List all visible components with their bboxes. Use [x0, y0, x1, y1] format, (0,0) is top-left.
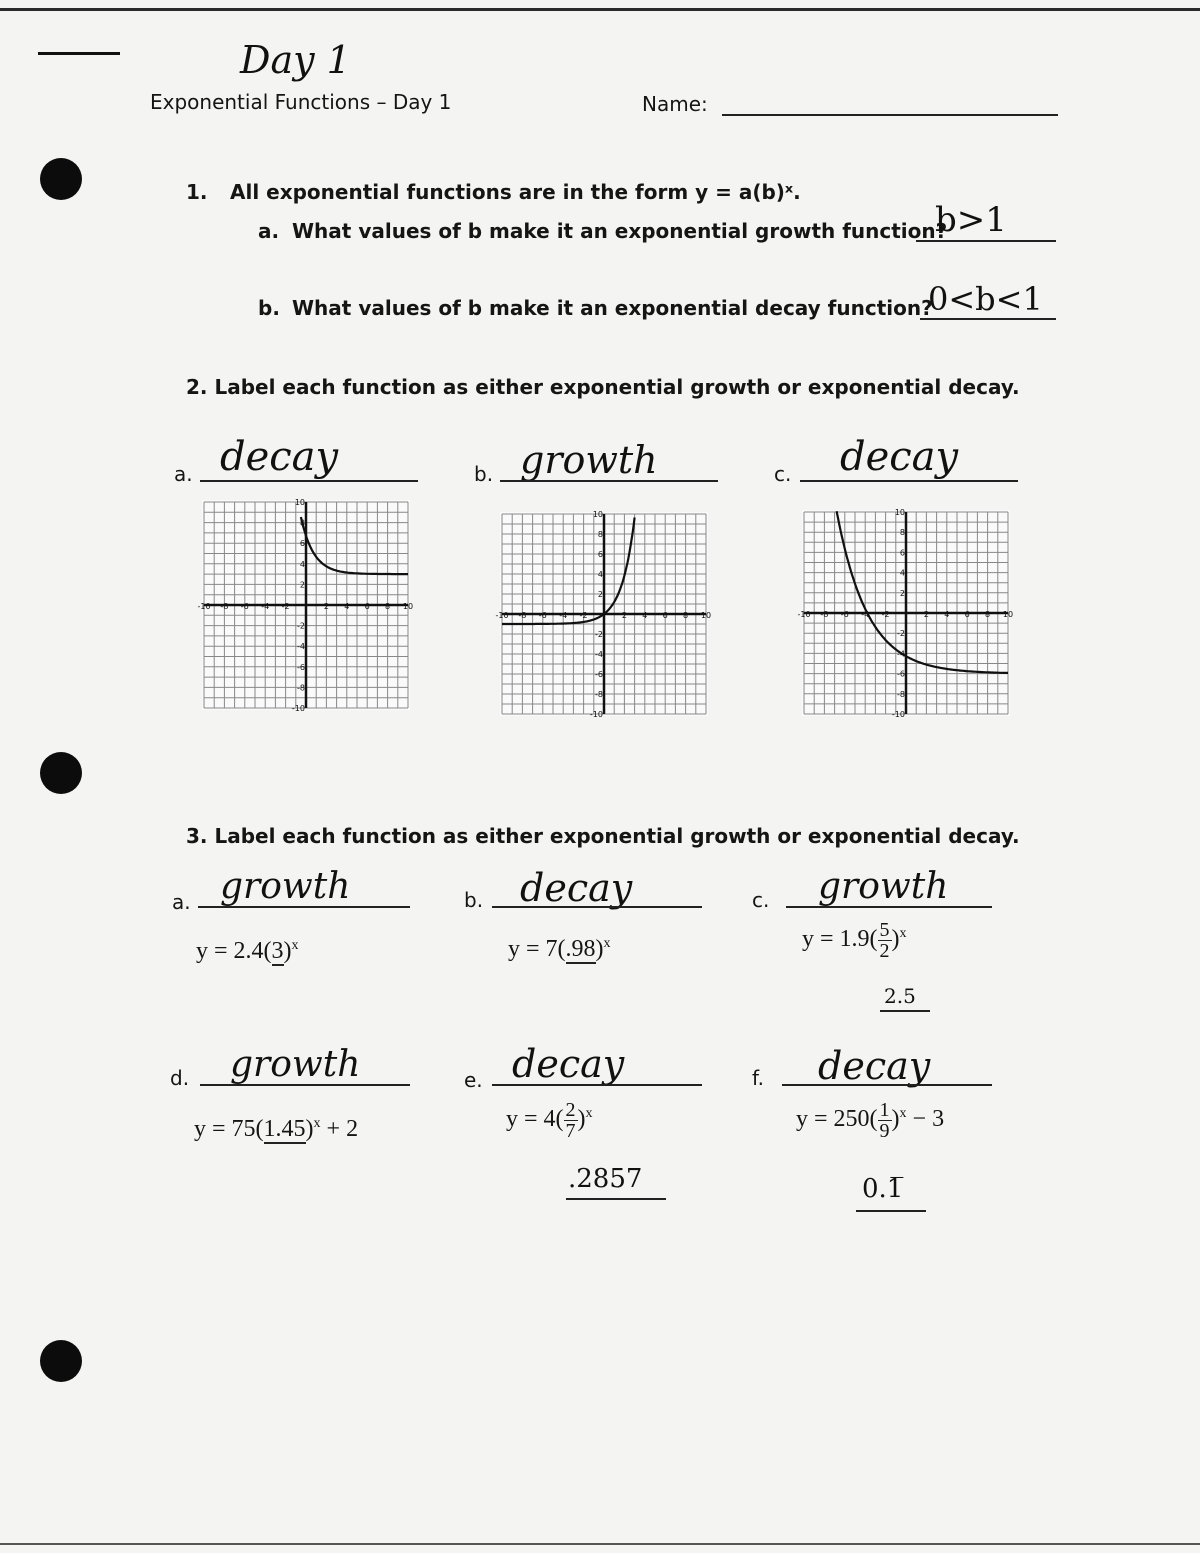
- x-tick-label: 6: [662, 611, 668, 620]
- q3a-answer-line: [198, 906, 410, 908]
- q1a-answer: b>1: [935, 200, 1007, 240]
- x-tick-label: -8: [220, 602, 229, 611]
- x-tick-label: 4: [344, 602, 350, 611]
- y-tick-label: -6: [297, 662, 305, 672]
- y-tick-label: -8: [897, 689, 905, 699]
- x-tick-label: 6: [364, 602, 370, 611]
- function-curve: [837, 511, 1008, 673]
- y-tick-label: -8: [297, 683, 305, 693]
- q3f-equation: y = 250( $\frac{1}{9}$ )$^x$ − 3: [796, 1099, 945, 1142]
- q3a-equation: $y = 2.4(3)^x$: [196, 938, 299, 964]
- q3b-equation: $y = 7(.98)^x$: [508, 936, 611, 962]
- y-tick-label: 4: [597, 570, 603, 579]
- q3e-answer-line: [492, 1084, 702, 1086]
- x-tick-label: -2: [281, 602, 290, 611]
- x-tick-label: -8: [518, 611, 527, 620]
- y-tick-label: -6: [595, 670, 603, 679]
- y-tick-label: -6: [897, 669, 905, 679]
- y-tick-label: 10: [294, 498, 305, 507]
- q3f-note-line: [856, 1210, 926, 1212]
- q3a-letter: a.: [172, 890, 191, 914]
- q1a-letter: a.: [258, 219, 280, 243]
- q3b-answer: decay: [520, 866, 633, 910]
- q3c-equation: y = 1.9( $\frac{5}{2}$ )$^x$: [802, 919, 907, 962]
- q3e-letter: e.: [464, 1068, 483, 1092]
- x-tick-label: 2: [621, 611, 627, 620]
- q3e-note: .2857: [568, 1164, 643, 1194]
- y-tick-label: -2: [595, 630, 603, 639]
- q1b-prompt: What values of b make it an exponential decay function?: [292, 296, 933, 320]
- x-tick-label: 8: [985, 610, 991, 619]
- y-tick-label: 10: [894, 508, 905, 517]
- q2a-answer: decay: [220, 434, 339, 480]
- q3d-answer: growth: [230, 1044, 361, 1085]
- q2b-answer: growth: [520, 438, 658, 482]
- bottom-border-line: [0, 1543, 1200, 1545]
- q3b-letter: b.: [464, 888, 484, 912]
- y-tick-label: -10: [891, 710, 905, 719]
- q3c-note-line: [880, 1010, 930, 1012]
- q3a-answer: growth: [220, 866, 351, 907]
- y-tick-label: -2: [897, 629, 905, 639]
- x-tick-label: 8: [683, 611, 689, 620]
- q1-number: 1.: [186, 180, 208, 204]
- y-tick-label: -8: [595, 690, 603, 699]
- x-tick-label: 4: [944, 610, 950, 619]
- name-label: Name:: [642, 92, 708, 116]
- day-note: Day 1: [240, 38, 351, 82]
- q1-prompt: All exponential functions are in the form y = a(b)ˣ.: [230, 180, 801, 204]
- x-tick-label: -4: [861, 610, 870, 619]
- q3f-letter: f.: [752, 1066, 764, 1090]
- binder-hole-icon: [40, 158, 82, 200]
- y-tick-label: 2: [597, 590, 603, 599]
- q2b-answer-line: [500, 480, 718, 482]
- q1a-answer-line: [916, 240, 1056, 242]
- binder-hole-icon: [40, 752, 82, 794]
- x-tick-label: -10: [797, 610, 811, 619]
- y-tick-label: -2: [297, 621, 305, 631]
- q3e-answer: decay: [512, 1042, 625, 1086]
- q2b-letter: b.: [474, 462, 494, 486]
- y-tick-label: 6: [299, 539, 305, 549]
- y-tick-label: 8: [597, 530, 603, 539]
- y-tick-label: -10: [291, 704, 305, 713]
- function-curve: [502, 518, 635, 625]
- x-tick-label: -6: [240, 602, 249, 611]
- y-tick-label: 2: [299, 580, 305, 590]
- x-tick-label: -10: [495, 611, 509, 620]
- name-field[interactable]: [722, 114, 1058, 116]
- q3d-equation: $y = 75(1.45)^x + 2$: [194, 1116, 359, 1142]
- q2a-letter: a.: [174, 462, 193, 486]
- y-tick-label: -4: [595, 650, 603, 659]
- q3c-letter: c.: [752, 888, 770, 912]
- q1a-prompt: What values of b make it an exponential growth function?: [292, 219, 948, 243]
- q3f-note: 0.1̅: [862, 1174, 904, 1204]
- x-tick-label: 10: [700, 611, 712, 620]
- q1b-answer: 0<b<1: [928, 280, 1043, 318]
- q3c-answer: growth: [818, 866, 949, 907]
- x-tick-label: -6: [538, 611, 547, 620]
- q2a-answer-line: [200, 480, 418, 482]
- q3e-note-line: [566, 1198, 666, 1200]
- y-tick-label: 2: [899, 588, 905, 598]
- q2-prompt: 2. Label each function as either exponential growth or exponential decay.: [186, 375, 1020, 399]
- function-curve: [301, 517, 408, 574]
- q3d-letter: d.: [170, 1066, 190, 1090]
- y-tick-label: 8: [899, 528, 905, 538]
- x-tick-label: -2: [881, 610, 890, 619]
- y-tick-label: -4: [297, 642, 305, 652]
- q1b-letter: b.: [258, 296, 280, 320]
- q3-prompt: 3. Label each function as either exponential growth or exponential decay.: [186, 824, 1020, 848]
- y-tick-label: 6: [597, 550, 603, 559]
- worksheet-title: Exponential Functions – Day 1: [150, 90, 452, 114]
- x-tick-label: -8: [820, 610, 829, 619]
- y-tick-label: 10: [592, 510, 603, 519]
- y-tick-label: -4: [897, 649, 905, 659]
- y-tick-label: 4: [899, 568, 905, 578]
- graph-a: [197, 498, 414, 713]
- x-tick-label: -4: [261, 602, 270, 611]
- x-tick-label: -6: [840, 610, 849, 619]
- q3f-answer-line: [782, 1084, 992, 1086]
- y-tick-label: 8: [299, 518, 305, 528]
- q3b-answer-line: [492, 906, 702, 908]
- q3d-answer-line: [200, 1084, 410, 1086]
- q3c-answer-line: [786, 906, 992, 908]
- x-tick-label: 2: [923, 610, 929, 619]
- x-tick-label: -4: [559, 611, 568, 620]
- graph-c: [797, 508, 1014, 719]
- binder-hole-icon: [40, 1340, 82, 1382]
- y-tick-label: 6: [899, 548, 905, 558]
- q2c-letter: c.: [774, 462, 792, 486]
- x-tick-label: 8: [385, 602, 391, 611]
- y-tick-label: 4: [299, 559, 305, 569]
- q3e-equation: y = 4( $\frac{2}{7}$ )$^x$: [506, 1099, 593, 1142]
- q3c-note: 2.5: [884, 984, 916, 1008]
- x-tick-label: 10: [402, 602, 414, 611]
- q2c-answer: decay: [840, 434, 959, 480]
- corner-dash: [38, 52, 120, 55]
- q2c-answer-line: [800, 480, 1018, 482]
- x-tick-label: -10: [197, 602, 211, 611]
- x-tick-label: -2: [579, 611, 588, 620]
- q1b-answer-line: [920, 318, 1056, 320]
- q3f-answer: decay: [818, 1044, 931, 1088]
- graph-b: [495, 510, 712, 719]
- x-tick-label: 4: [642, 611, 648, 620]
- x-tick-label: 10: [1002, 610, 1014, 619]
- x-tick-label: 6: [964, 610, 970, 619]
- top-border-line: [0, 8, 1200, 11]
- y-tick-label: -10: [589, 710, 603, 719]
- x-tick-label: 2: [323, 602, 329, 611]
